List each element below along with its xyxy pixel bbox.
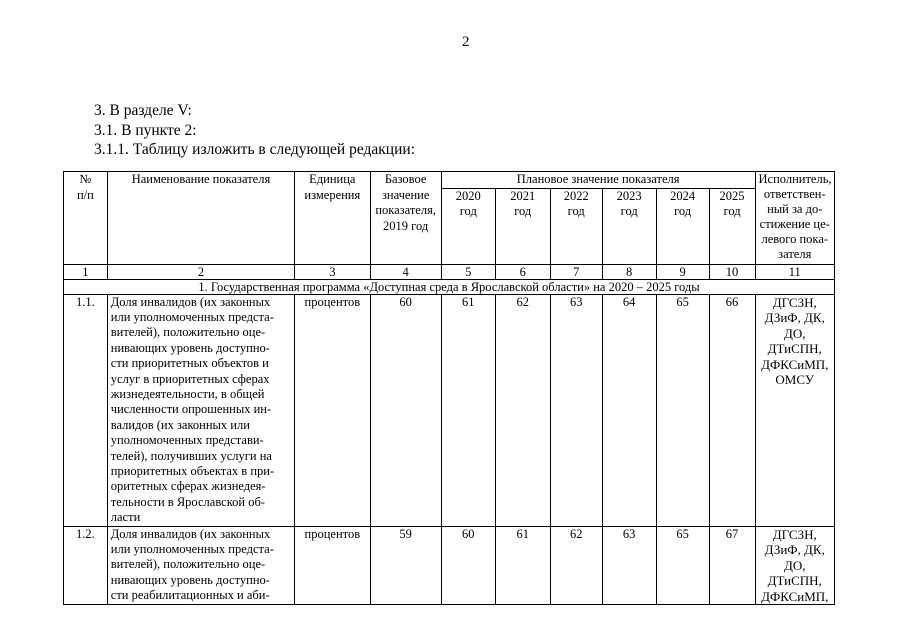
row-base-value: 60	[370, 294, 441, 526]
row-value-2020: 61	[441, 294, 495, 526]
indicators-table	[63, 171, 835, 605]
row-value-2024: 65	[656, 526, 709, 605]
header-year: 2021 год	[495, 188, 550, 264]
row-base-value: 59	[370, 526, 441, 605]
row-value-2022: 63	[550, 294, 602, 526]
column-number: 6	[495, 264, 550, 279]
row-executor: ДГСЗН, ДЗиФ, ДК, ДО, ДТиСПН, ДФКСиМП,	[755, 526, 835, 605]
column-number: 10	[709, 264, 755, 279]
row-indicator-name: Доля инвалидов (их законных или уполномоченных предста- вителей), положительно оце- нивающих уровень доступно- сти приоритетных объектов и услуг в приоритетных сферах жизнедеятельности, в общей численности опрошенных ин- валидов (их законных или уполномоченных представи- телей), получивших услуги на приоритетных объектах в при- оритетных сферах жизнедея- тельности в Ярославской об- ласти	[107, 294, 294, 526]
row-value-2021: 62	[495, 294, 550, 526]
header-num: № п/п	[64, 172, 108, 265]
row-executor: ДГСЗН, ДЗиФ, ДК, ДО, ДТиСПН, ДФКСиМП, ОМСУ	[755, 294, 835, 526]
row-value-2020: 60	[441, 526, 495, 605]
intro-line-1: 3. В разделе V:	[94, 102, 192, 119]
row-indicator-name: Доля инвалидов (их законных или уполномоченных предста- вителей), положительно оце- нивающих уровень доступно- сти реабилитационных и аби-	[107, 526, 294, 605]
column-number: 9	[656, 264, 709, 279]
row-value-2022: 62	[550, 526, 602, 605]
row-value-2025: 67	[709, 526, 755, 605]
row-value-2024: 65	[656, 294, 709, 526]
row-value-2023: 63	[602, 526, 656, 605]
row-value-2023: 64	[602, 294, 656, 526]
header-unit: Единица измерения	[295, 172, 370, 265]
header-year: 2020 год	[441, 188, 495, 264]
row-value-2021: 61	[495, 526, 550, 605]
page-number: 2	[462, 34, 470, 50]
header-name: Наименование показателя	[107, 172, 294, 265]
table-row	[64, 526, 835, 605]
column-number: 7	[550, 264, 602, 279]
column-number-row	[64, 264, 835, 279]
row-unit: процентов	[295, 294, 370, 526]
header-year: 2024 год	[656, 188, 709, 264]
column-number: 2	[107, 264, 294, 279]
row-value-2025: 66	[709, 294, 755, 526]
column-number: 8	[602, 264, 656, 279]
intro-line-2: 3.1. В пункте 2:	[94, 122, 197, 139]
header-year: 2025 год	[709, 188, 755, 264]
header-exec: Исполнитель, ответствен- ный за до- стижение це- левого пока- зателя	[755, 172, 835, 265]
column-number: 4	[370, 264, 441, 279]
column-number: 3	[295, 264, 370, 279]
row-num: 1.1.	[64, 294, 108, 526]
section-title: 1. Государственная программа «Доступная среда в Ярославской области» на 2020 – 2025 годы	[64, 279, 835, 294]
row-unit: процентов	[295, 526, 370, 605]
intro-line-3: 3.1.1. Таблицу изложить в следующей редакции:	[94, 141, 415, 158]
row-num: 1.2.	[64, 526, 108, 605]
header-year: 2023 год	[602, 188, 656, 264]
column-number: 1	[64, 264, 108, 279]
header-plan: Плановое значение показателя	[441, 172, 755, 189]
header-base: Базовое значение показателя, 2019 год	[370, 172, 441, 265]
header-year: 2022 год	[550, 188, 602, 264]
column-number: 5	[441, 264, 495, 279]
column-number: 11	[755, 264, 835, 279]
table-row	[64, 294, 835, 526]
